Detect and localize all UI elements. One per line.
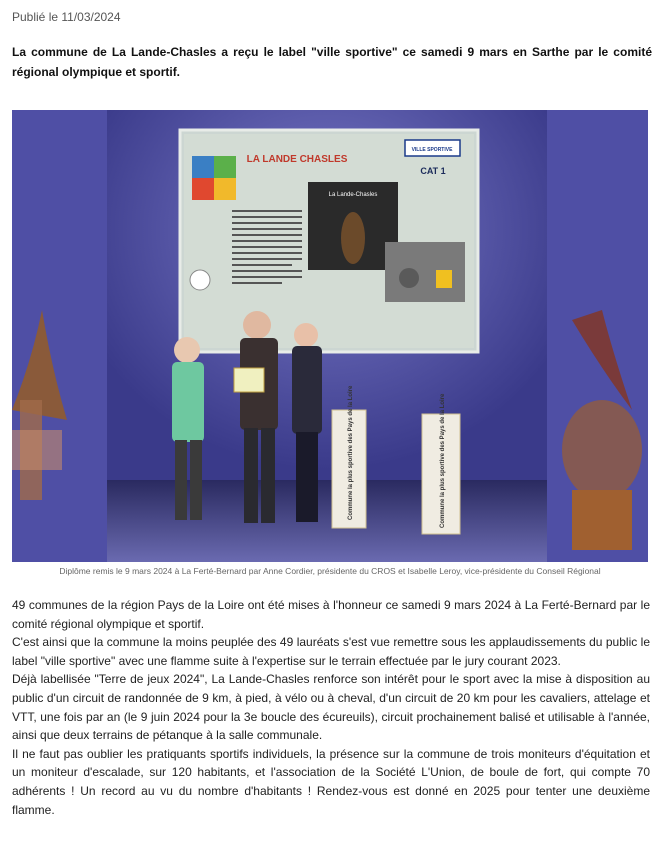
article-body [12, 596, 650, 819]
puzzle-icon [192, 156, 236, 200]
slide-photo-label: La Lande-Chasles [328, 192, 378, 198]
article-lead: La commune de La Lande-Chasles a reçu le label "ville sportive" ce samedi 9 mars en Sarthe par le comité régional olympique et sportif. [12, 45, 652, 79]
person-right [292, 323, 322, 522]
slide-title: LA LANDE CHASLES [246, 154, 348, 165]
article-photo [12, 110, 648, 562]
slide-badge-cat: CAT 1 [420, 166, 446, 176]
trophy-plaque-right [422, 393, 460, 534]
paragraph-2: C'est ainsi que la commune la moins peuplée des 49 lauréats s'est vue remettre sous les applaudissements du public le label "ville sportive" avec une flamme suite à l'expertise sur le terrain effectuée par le jury courant 2023. [12, 635, 650, 668]
paragraph-4: Il ne faut pas oublier les pratiquants sportifs individuels, la présence sur la commune de trois moniteurs d'équitation et un moniteur d'escalade, sur 120 habitants, et l'association de la Société L'Union, de boule de fort, qui compte 70 adhérents ! Un record au vu du nombre d'habitants ! Rendez-vous est donné en 2025 pour tenter une deuxième flamme. [12, 746, 650, 817]
plaque-left-text: Commune la plus sportive des Pays de la Loire [348, 385, 354, 520]
paragraph-3: Déjà labellisée "Terre de jeux 2024", La Lande-Chasles renforce son intérêt pour le sport avec la mise à disposition au public d'un circuit de randonnée de 9 km, à pied, à vélo ou à cheval, d'un circuit de 20 km pour les cavaliers, attelage et VTT, une fois par an (le 9 juin 2024 pour la 3e boucle des écureuils), circuit prochainement balisé et utilisable à l'année, ainsi que deux terrains de pétanque à la salle communale. [12, 672, 650, 743]
plaque-right-text: Commune la plus sportive des Pays de la Loire [440, 393, 446, 528]
publish-date: Publié le 11/03/2024 [12, 10, 121, 24]
paragraph-1: 49 communes de la région Pays de la Loire ont été mises à l'honneur ce samedi 9 mars 2024 à La Ferté-Bernard par le comité régional olympique et sportif. [12, 598, 650, 631]
photo-caption: Diplôme remis le 9 mars 2024 à La Ferté-Bernard par Anne Cordier, présidente du CROS et Isabelle Leroy, vice-présidente du Conseil Régional [59, 566, 601, 576]
slide-badge: VILLE SPORTIVE [411, 147, 453, 153]
